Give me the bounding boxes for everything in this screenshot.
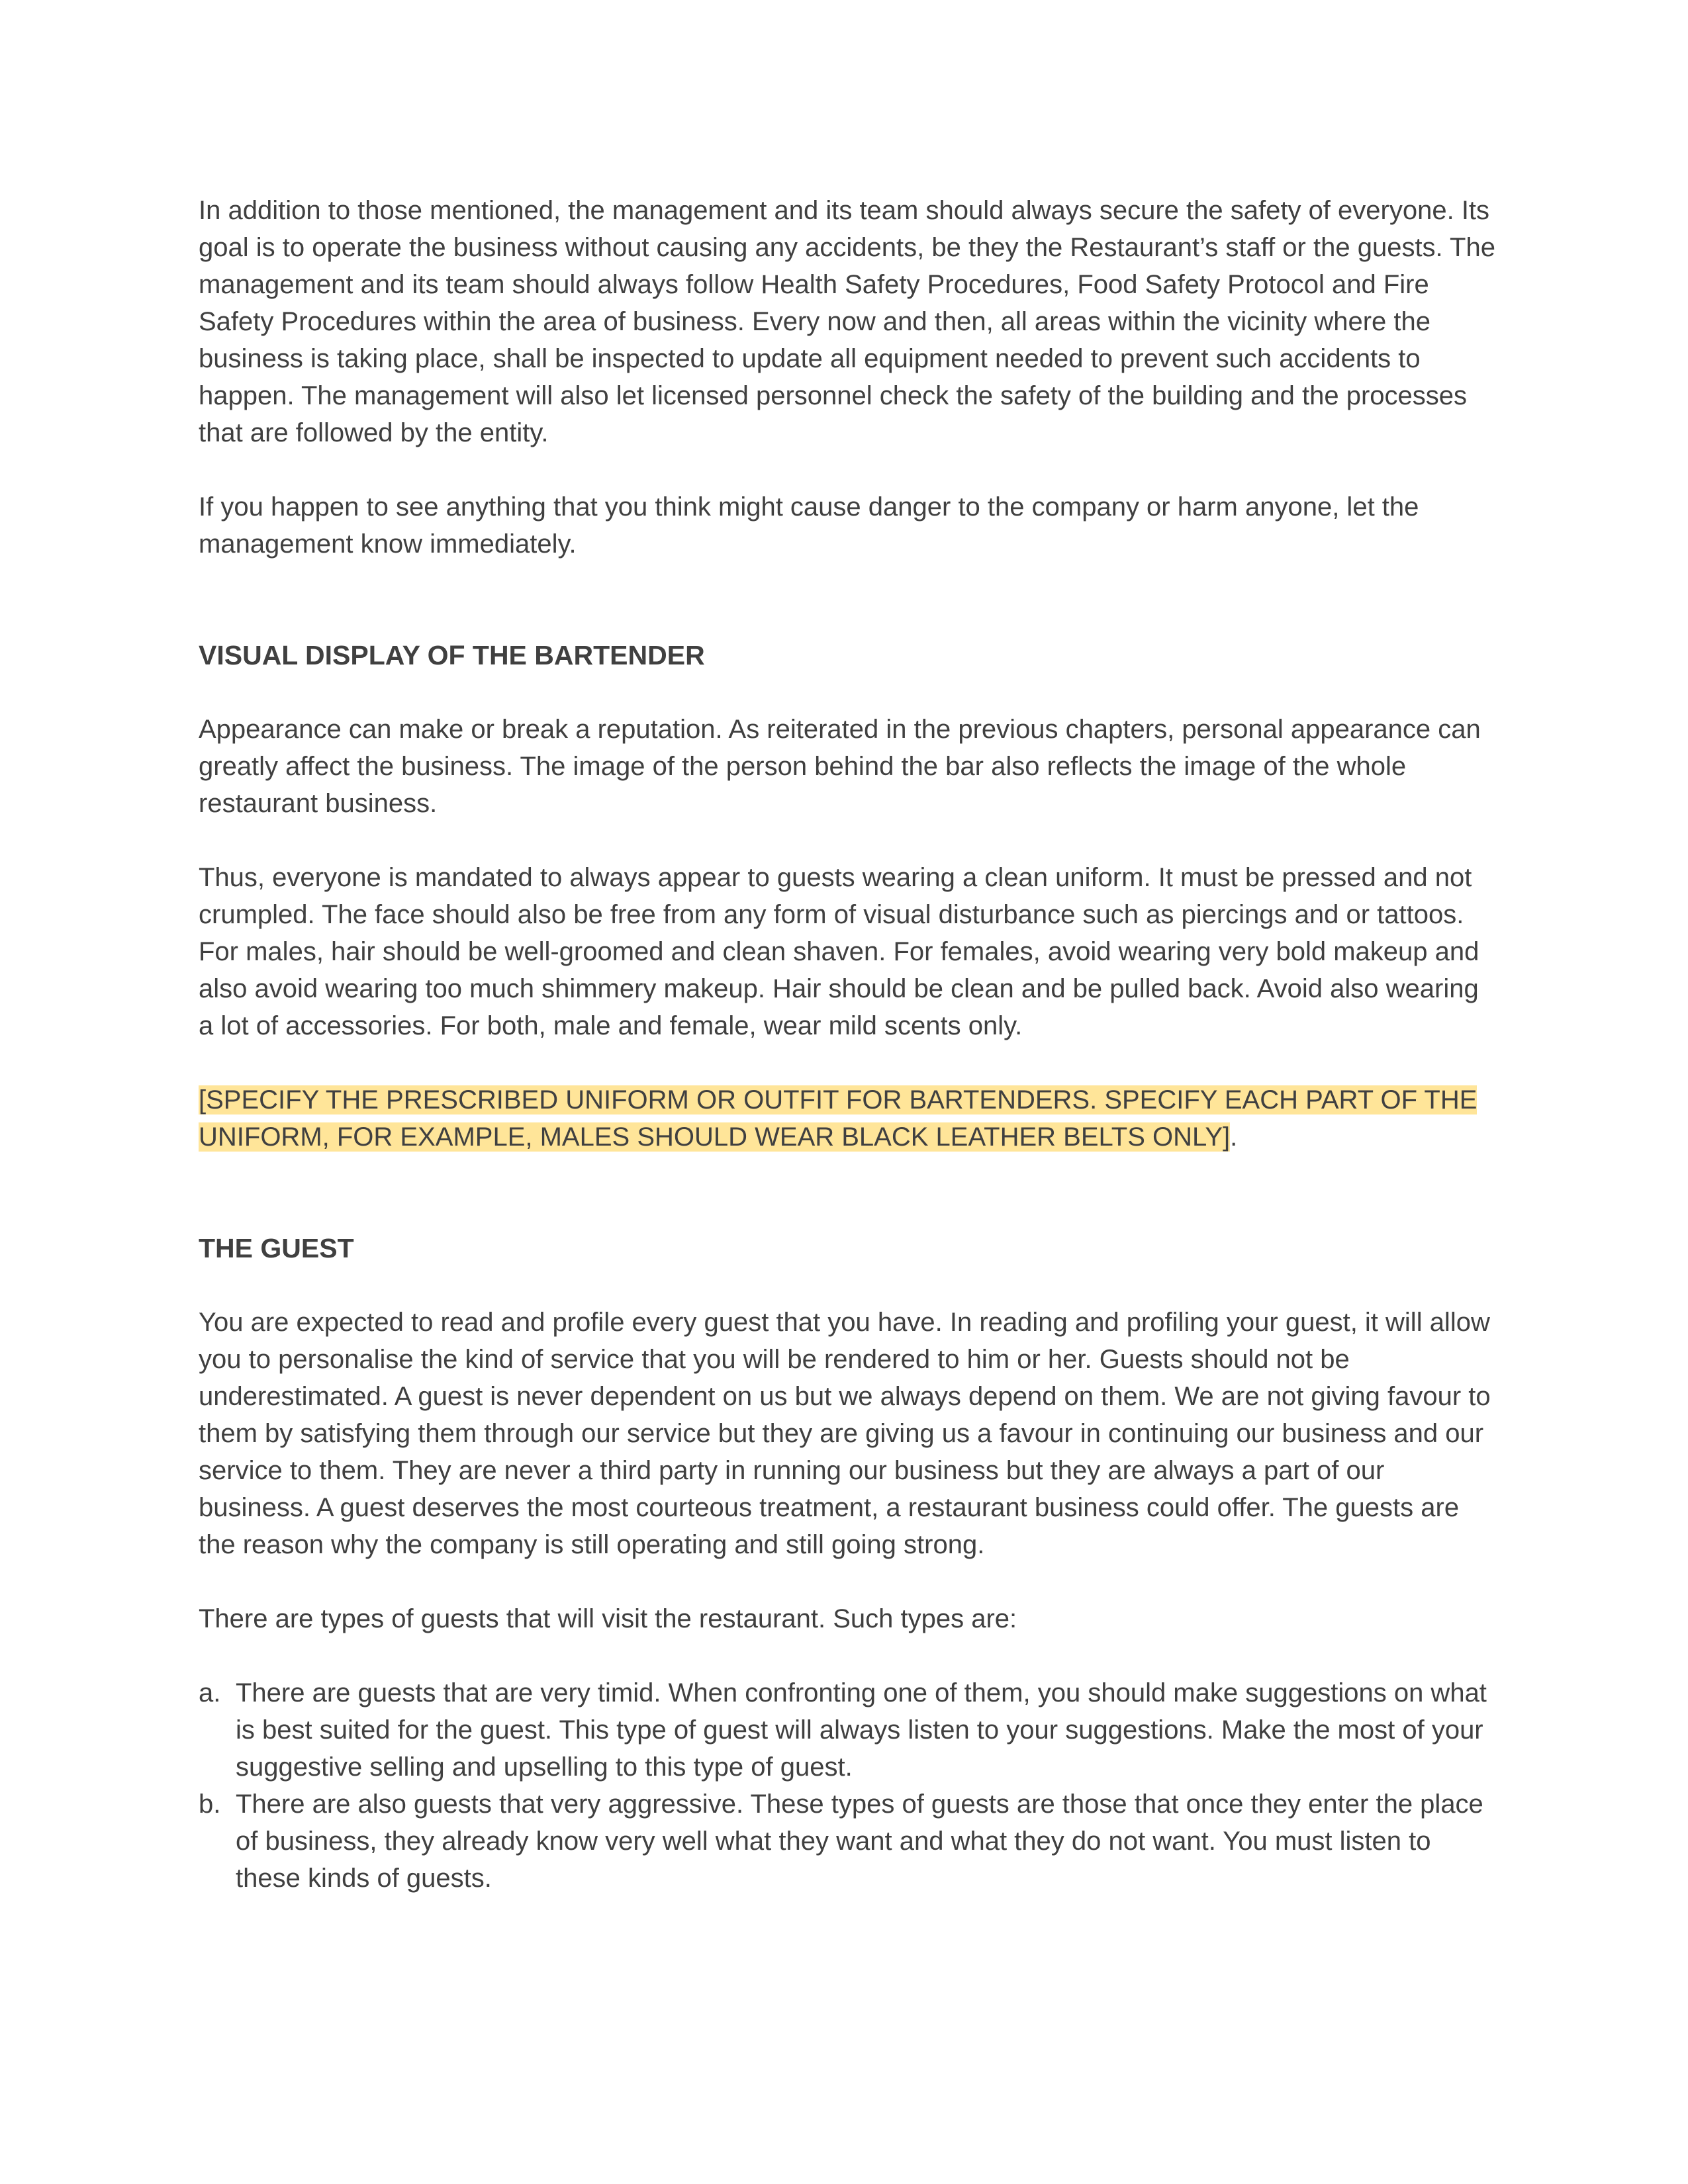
list-item xyxy=(199,1674,1496,1786)
section-heading-guest: THE GUEST xyxy=(199,1233,354,1263)
intro-paragraph-report-danger: If you happen to see anything that you think might cause danger to the company or harm anyone, let the management know immediately. xyxy=(199,492,1419,559)
list-item-text: There are guests that are very timid. When confronting one of them, you should make suggestions on what is best suited for the guest. This type of guest will always listen to your suggestions. Make the most of your suggestive selling and upselling to this type of guest. xyxy=(236,1678,1487,1782)
guest-types-list xyxy=(199,1674,1496,1897)
bartender-paragraph-uniform: Thus, everyone is mandated to always appear to guests wearing a clean uniform. It must be pressed and not crumpled. The face should also be free from any form of visual disturbance such as piercings and or tattoos. For males, hair should be well-groomed and clean shaven. For females, avoid wearing very bold makeup and also avoid wearing too much shimmery makeup. Hair should be clean and be pulled back. Avoid also wearing a lot of accessories. For both, male and female, wear mild scents only. xyxy=(199,863,1479,1040)
uniform-placeholder-highlight: [SPECIFY THE PRESCRIBED UNIFORM OR OUTFIT FOR BARTENDERS. SPECIFY EACH PART OF THE UNIFORM, FOR EXAMPLE, MALES SHOULD WEAR BLACK LEATHER BELTS ONLY] xyxy=(199,1085,1477,1152)
intro-paragraph-safety: In addition to those mentioned, the management and its team should always secure the safety of everyone. Its goal is to operate the business without causing any accidents, be they the Restaurant’s staff or the guests. The management and its team should always follow Health Safety Procedures, Food Safety Protocol and Fire Safety Procedures within the area of business. Every now and then, all areas within the vicinity where the business is taking place, shall be inspected to update all equipment needed to prevent such accidents to happen. The management will also let licensed personnel check the safety of the building and the processes that are followed by the entity. xyxy=(199,196,1495,447)
document-page xyxy=(199,192,1496,1897)
bartender-paragraph-appearance: Appearance can make or break a reputation. As reiterated in the previous chapters, personal appearance can greatly affect the business. The image of the person behind the bar also reflects the image of the whole restaurant business. xyxy=(199,715,1481,818)
list-item xyxy=(199,1786,1496,1897)
section-heading-bartender: VISUAL DISPLAY OF THE BARTENDER xyxy=(199,640,705,670)
uniform-placeholder-suffix: . xyxy=(1230,1122,1238,1152)
guest-paragraph-types-intro: There are types of guests that will visit the restaurant. Such types are: xyxy=(199,1604,1017,1633)
list-item-text: There are also guests that very aggressive. These types of guests are those that once they enter the place of business, they already know very well what they want and what they do not want. You must listen to these kinds of guests. xyxy=(236,1790,1483,1893)
uniform-placeholder-paragraph xyxy=(199,1081,1496,1156)
list-marker: a. xyxy=(199,1678,221,1707)
guest-paragraph-profile: You are expected to read and profile every guest that you have. In reading and profiling your guest, it will allow you to personalise the kind of service that you will be rendered to him or her. Guests should not be underestimated. A guest is never dependent on us but we always depend on them. We are not giving favour to them by satisfying them through our service but they are giving us a favour in continuing our business and our service to them. They are never a third party in running our business but they are always a part of our business. A guest deserves the most courteous treatment, a restaurant business could offer. The guests are the reason why the company is still operating and still going strong. xyxy=(199,1308,1491,1559)
list-marker: b. xyxy=(199,1790,221,1819)
